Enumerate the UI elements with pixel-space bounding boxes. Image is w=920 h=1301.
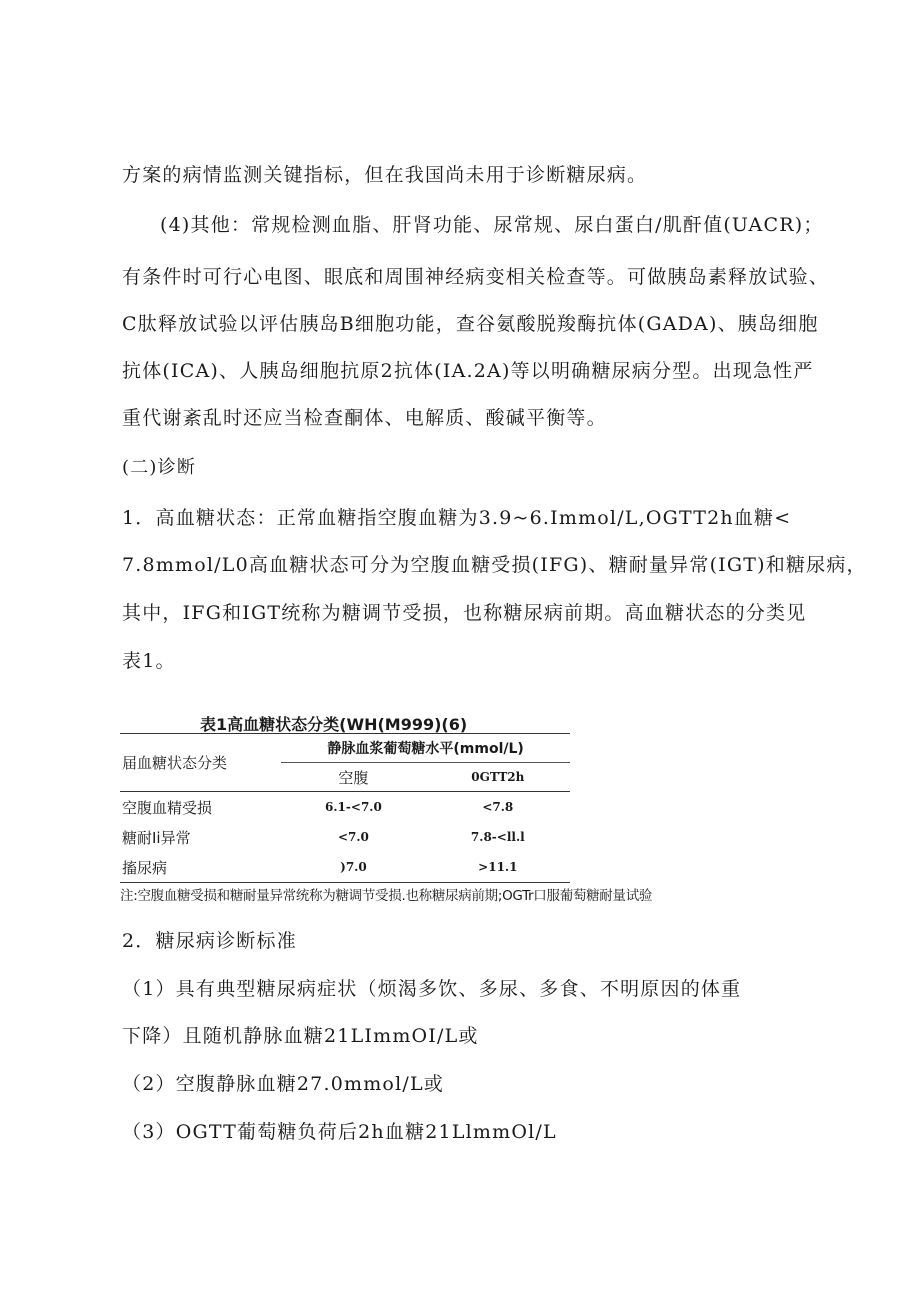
hyperglycemia-table: [120, 733, 570, 883]
paragraph-line: 1．高血糖状态：正常血糖指空腹血糖为3.9~6.Immol/L,OGTT2h血糖<: [122, 507, 792, 529]
paragraph-line: 方案的病情监测关键指标，但在我国尚未用于诊断糖尿病。: [122, 164, 648, 186]
table-cell-label: 糖耐Ii异常: [122, 828, 191, 847]
table-caption: 表1高血糖状态分类(WH(M999)(6): [200, 715, 468, 734]
paragraph-line: 重代谢紊乱时还应当检查酮体、电解质、酸碱平衡等。: [122, 407, 607, 429]
paragraph-line: 有条件时可行心电图、眼底和周围神经病变相关检查等。可做胰岛素释放试验、: [122, 266, 830, 288]
section-heading-diagnosis: (二)诊断: [122, 457, 197, 478]
table-row: [120, 852, 570, 883]
table-cell-label: 搐尿病: [120, 852, 281, 883]
paragraph-line: C肽释放试验以评估胰岛B细胞功能，查谷氨酸脱羧酶抗体(GADA)、胰岛细胞: [122, 313, 819, 335]
table-header-group: 静脉血浆葡萄糖水平(mmol/L): [281, 734, 570, 763]
table-cell-ogtt: 7.8-<ll.l: [470, 830, 525, 844]
table-cell-fasting: )7.0: [281, 852, 425, 883]
table-cell-ogtt: <7.8: [482, 800, 514, 814]
table-cell-fasting: <7.0: [337, 830, 369, 844]
paragraph-line: 7.8mmol/L0高血糖状态可分为空腹血糖受损(IFG)、糖耐量异常(IGT)和糖尿病，: [122, 554, 867, 576]
table-header-fasting: 空腹: [281, 763, 425, 792]
paragraph-line: (4)其他：常规检测血脂、肝肾功能、尿常规、尿白蛋白/肌酐值(UACR)；: [160, 214, 824, 236]
criteria-line: 下降）且随机静脉血糖21LImmOI/L或: [122, 1025, 479, 1047]
criteria-line: （1）具有典型糖尿病症状（烦渴多饮、多尿、多食、不明原因的体重: [122, 978, 742, 1000]
paragraph-line: 表1。: [122, 650, 176, 672]
paragraph-line: 其中，IFG和IGT统称为糖调节受损，也称糖尿病前期。高血糖状态的分类见: [122, 602, 807, 624]
table-header-ogtt: 0GTT2h: [426, 763, 570, 792]
table-header-category: 届血糖状态分类: [120, 734, 281, 792]
criteria-line: （2）空腹静脉血糖27.0mmol/L或: [122, 1073, 444, 1095]
paragraph-line: 抗体(ICA)、人胰岛细胞抗原2抗体(IA.2A)等以明确糖尿病分型。出现急性严: [122, 360, 814, 382]
section-heading-criteria: 2．糖尿病诊断标准: [122, 930, 297, 952]
criteria-line: （3）OGTT葡萄糖负荷后2h血糖21LlmmOl/L: [122, 1121, 557, 1143]
table-cell-fasting: 6.1-<7.0: [325, 800, 382, 814]
table-cell-ogtt: >11.1: [426, 852, 570, 883]
table-row: [120, 792, 570, 823]
table-note: 注:空腹血糖受损和糖耐量异常统称为糖调节受损.也称糖尿病前期;OGTr口服葡萄糖耐量试验: [120, 888, 653, 904]
table-cell-label: 空腹血精受损: [122, 798, 213, 817]
table-row: [120, 822, 570, 852]
